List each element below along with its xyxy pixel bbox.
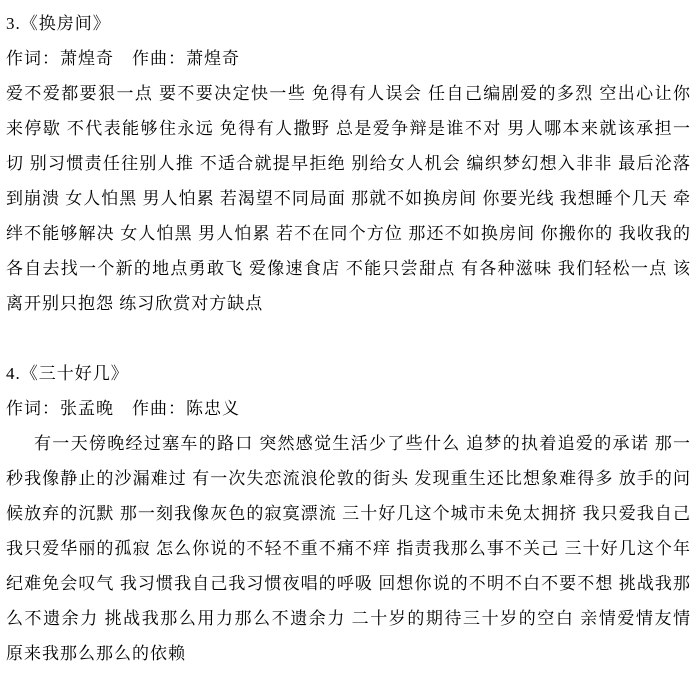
song-title: 4.《三十好几》 [6, 364, 129, 383]
song-lyrics: 爱不爱都要狠一点 要不要决定快一些 免得有人误会 任自己编剧爱的多烈 空出心让你来停歇 不代表能够住永远 免得有人撒野 总是爱争辩是谁不对 男人哪本来就该承担一切 别习惯责任往别人推 不适合就提早拒绝 别给女人机会 编织梦幻想入非非 最后沦落到崩溃 女人怕黑 男人怕累 若渴望不同局面 那就不如换房间 你要光线 我想睡个几天 牵绊不能够解决 女人怕黑 男人怕累 若不在同个方位 那还不如换房间 你搬你的 我收我的 各自去找一个新的地点勇敢飞 爱像速食店 不能只尝甜点 有各种滋味 我们轻松一点 该离开别只抱怨 练习欣赏对方缺点 [6, 84, 691, 313]
song-section-4 [6, 356, 691, 671]
song-credits: 作词：张孟晚 作曲：陈忠义 [6, 399, 240, 418]
song-section-3 [6, 6, 691, 321]
song-lyrics: 有一天傍晚经过塞车的路口 突然感觉生活少了些什么 追梦的执着追爱的承诺 那一秒我像静止的沙漏难过 有一次失恋流浪伦敦的街头 发现重生还比想象难得多 放手的问候放弃的沉默 那一刻我像灰色的寂寞漂流 三十好几这个城市未免太拥挤 我只爱我自己我只爱华丽的孤寂 怎么你说的不轻不重不痛不痒 指责我那么事不关己 三十好几这个年纪难免会叹气 我习惯我自己我习惯夜唱的呼吸 回想你说的不明不白不要不想 挑战我那么不遗余力 挑战我那么用力那么不遗余力 二十岁的期待三十岁的空白 亲情爱情友情 原来我那么那么的依赖 [6, 434, 691, 663]
song-title: 3.《换房间》 [6, 14, 111, 33]
song-credits: 作词：萧煌奇 作曲：萧煌奇 [6, 49, 240, 68]
